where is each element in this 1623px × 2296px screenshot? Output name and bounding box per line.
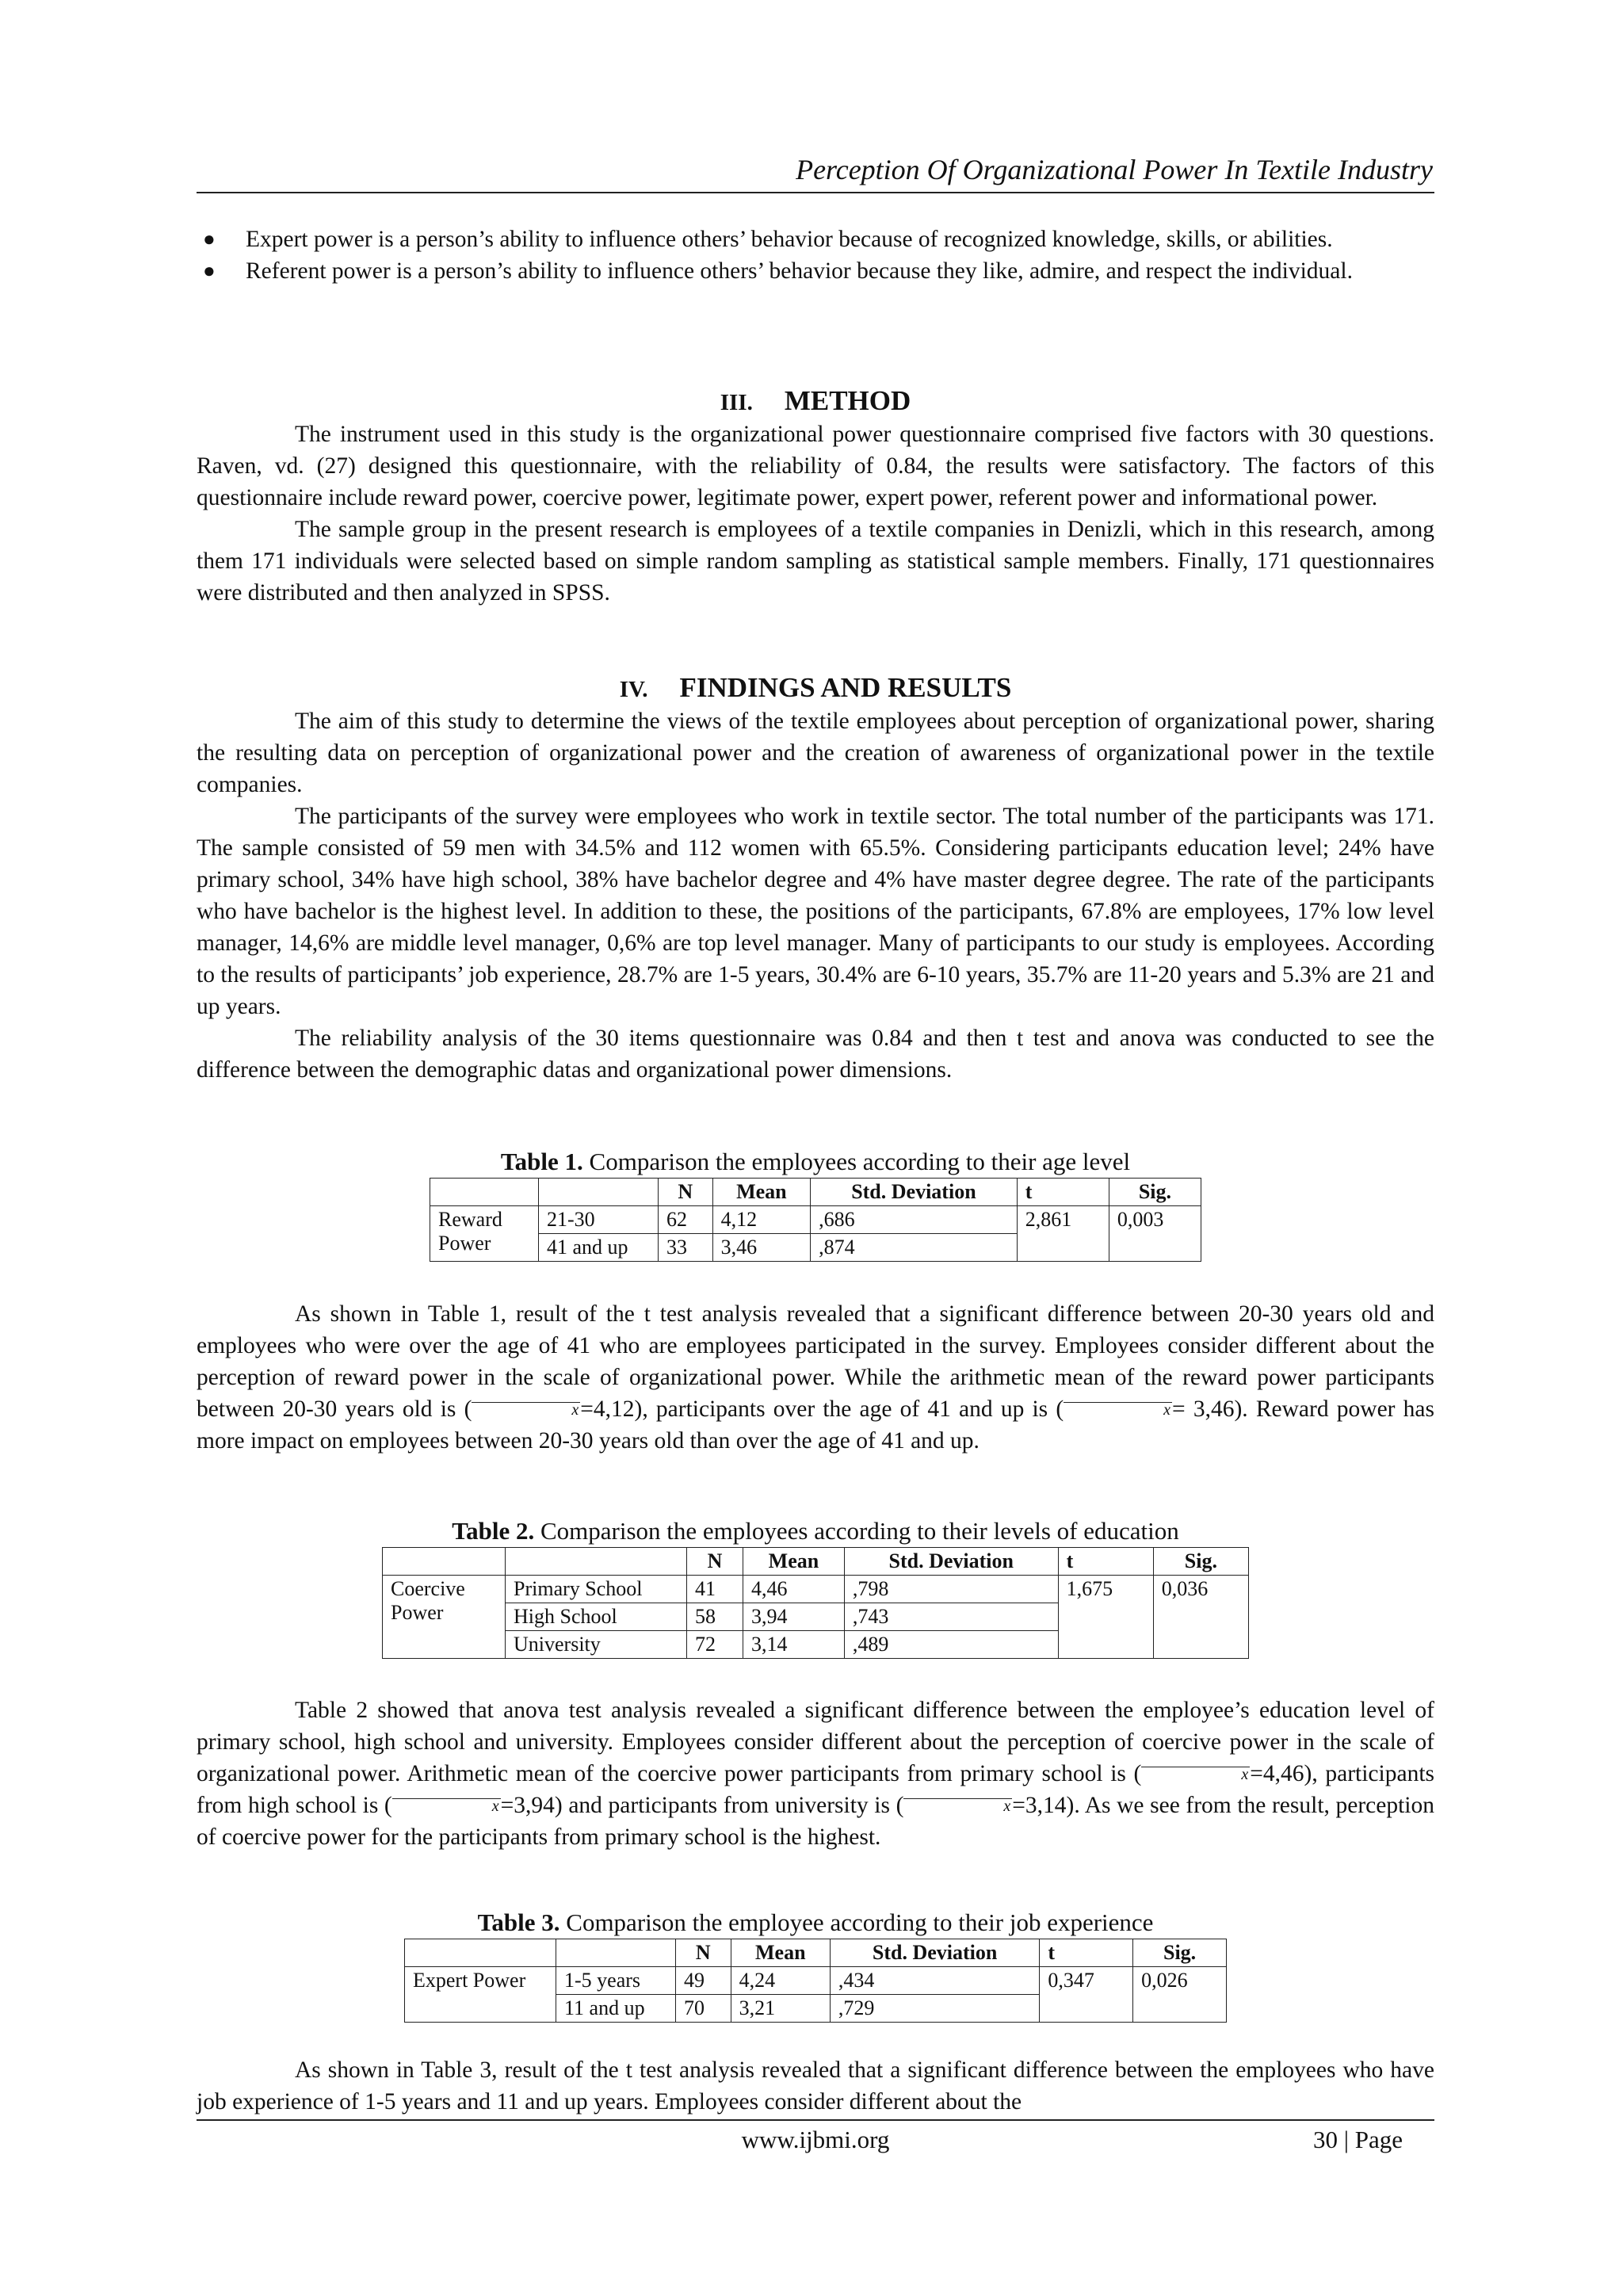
table-cell: 21-30 [539, 1206, 659, 1234]
text-run: Table 2 showed that anova test analysis revealed a significant difference between the employee’s education level of primary school, high school and university. Employees consider different about the perception of coercive power in the scale of organizational power. Arithmetic mean of the coercive power participants from primary school is ( [197, 1698, 1434, 1786]
table-cell: 1-5 years [556, 1967, 676, 1995]
table-cell: 0,003 [1109, 1206, 1201, 1262]
text-run: = 3,46). [1172, 1396, 1248, 1422]
table-cell: ,686 [811, 1206, 1018, 1234]
table-cell: 62 [659, 1206, 713, 1234]
table-cell: ,434 [830, 1967, 1039, 1995]
section-method [197, 385, 1434, 609]
table-cell: 1,675 [1058, 1576, 1153, 1659]
table1-discussion [197, 1298, 1434, 1457]
table-header-cell [506, 1548, 687, 1576]
paragraph: The instrument used in this study is the organizational power questionnaire comprised five factors with 30 questions. Raven, vd. (27) designed this questionnaire, with the reliability of 0.84, the results were satisfactory. The factors of this questionnaire include reward power, coercive power, legitimate power, expert power, referent power and informational power. [197, 422, 1434, 510]
table-cell: 4,12 [712, 1206, 810, 1234]
table-cell: 2,861 [1017, 1206, 1109, 1262]
table-header-cell [539, 1179, 659, 1206]
table-label: Table 2. [452, 1517, 535, 1545]
table-cell: 3,46 [712, 1234, 810, 1262]
footer-rule [197, 2119, 1434, 2121]
list-item [197, 223, 1434, 255]
section-heading [197, 672, 1434, 705]
paragraph: The reliability analysis of the 30 items questionnaire was 0.84 and then t test and anova was conducted to see the difference between the demographic datas and organizational power dimensions. [197, 1026, 1434, 1083]
table-header-row [383, 1548, 1249, 1576]
table-cell: 0,347 [1040, 1967, 1133, 2023]
table2-discussion [197, 1694, 1434, 1853]
table3-block [197, 1907, 1434, 2023]
table-header-cell: N [687, 1548, 743, 1576]
text-run: As we see from the result, perception of coercive power for the participants from primary school is the highest. [197, 1793, 1434, 1850]
table-cell: 33 [659, 1234, 713, 1262]
paragraph: As shown in Table 3, result of the t test analysis revealed that a significant difference between the employees who have job experience of 1-5 years and 11 and up years. Employees consider different about the [197, 2057, 1434, 2115]
table-header-cell: t [1058, 1548, 1153, 1576]
table-header-row [405, 1939, 1227, 1967]
table1-block [197, 1146, 1434, 1262]
data-table [430, 1178, 1201, 1262]
table-cell: Coercive Power [383, 1576, 506, 1659]
table-row [430, 1206, 1201, 1234]
mean-symbol: x [392, 1798, 501, 1813]
section-number: III. [720, 390, 753, 415]
table-header-cell: N [659, 1179, 713, 1206]
table-header-cell: t [1017, 1179, 1109, 1206]
paragraph: The sample group in the present research is employees of a textile companies in Denizli, which in this research, among them 171 individuals were selected based on simple random sampling as statistical sample members. Finally, 171 questionnaires were distributed and then analyzed in SPSS. [197, 517, 1434, 606]
table-header-cell: Std. Deviation [830, 1939, 1039, 1967]
text-run: =4,12), [580, 1396, 648, 1422]
section-number: IV. [619, 677, 648, 702]
bullet-list [197, 223, 1434, 287]
bullet-list-block [197, 223, 1434, 287]
table-header-cell: Mean [743, 1548, 845, 1576]
table-header-cell: Sig. [1133, 1939, 1227, 1967]
table-cell: 4,46 [743, 1576, 845, 1603]
table-cell: Reward Power [430, 1206, 539, 1262]
table-header-row [430, 1179, 1201, 1206]
table-cell: High School [506, 1603, 687, 1631]
table-cell: 41 and up [539, 1234, 659, 1262]
table-cell: 49 [676, 1967, 731, 1995]
table-cell: 0,036 [1153, 1576, 1248, 1659]
table-caption [197, 1907, 1434, 1939]
mean-symbol: x [472, 1402, 580, 1417]
table-header-cell: Mean [731, 1939, 830, 1967]
table-cell: 11 and up [556, 1995, 676, 2023]
table-header-cell [556, 1939, 676, 1967]
table-header-cell [405, 1939, 556, 1967]
table-caption-text: Comparison the employees according to their age level [589, 1148, 1131, 1175]
table-caption [197, 1515, 1434, 1547]
table-header-cell: Mean [712, 1179, 810, 1206]
paragraph: The participants of the survey were employees who work in textile sector. The total number of the participants was 171. The sample consisted of 59 men with 34.5% and 112 women with 65.5%. Considering participants education level; 24% have primary school, 34% have high school, 38% have bachelor degree and 4% have master degree degree. The rate of the participants who have bachelor is the highest level. In addition to these, the positions of the participants, 67.8% are employees, 17% low level manager, 14,6% are middle level manager, 0,6% are top level manager. Many of participants to our study is employees. According to the results of participants’ job experience, 28.7% are 1-5 years, 30.4% are 6-10 years, 35.7% are 11-20 years and 5.3% are 21 and up years. [197, 804, 1434, 1019]
list-item [197, 255, 1434, 287]
table-cell: Expert Power [405, 1967, 556, 2023]
table-cell: 41 [687, 1576, 743, 1603]
text-run: Reward power has more impact on employees between 20-30 years old than over the age of 41 and up. [197, 1396, 1434, 1454]
table-cell: 4,24 [731, 1967, 830, 1995]
header-rule [197, 192, 1434, 193]
mean-symbol: x [1064, 1402, 1172, 1417]
table-cell: 58 [687, 1603, 743, 1631]
table-cell: ,489 [844, 1631, 1058, 1659]
table-cell: 3,14 [743, 1631, 845, 1659]
table-caption [197, 1146, 1434, 1178]
mean-symbol: x [1141, 1767, 1250, 1782]
table-row [383, 1576, 1249, 1603]
table-caption-text: Comparison the employee according to their job experience [566, 1908, 1154, 1936]
bullet-icon: ● [203, 259, 216, 282]
bullet-text: Referent power is a person’s ability to influence others’ behavior because they like, admire, and respect the individual. [246, 258, 1353, 284]
section-heading [197, 385, 1434, 418]
table-header-cell: Std. Deviation [811, 1179, 1018, 1206]
text-run: participants from high school is ( [197, 1761, 1434, 1818]
table-header-cell: Std. Deviation [844, 1548, 1058, 1576]
text-run: and participants from university is ( [562, 1793, 904, 1818]
table-header-cell [430, 1179, 539, 1206]
data-table [404, 1939, 1227, 2023]
table-cell: ,874 [811, 1234, 1018, 1262]
text-run: =3,14). [1012, 1793, 1080, 1818]
section-findings [197, 672, 1434, 1086]
table-cell: University [506, 1631, 687, 1659]
footer-site: www.ijbmi.org [741, 2126, 890, 2153]
data-table [382, 1547, 1249, 1659]
table-cell: 72 [687, 1631, 743, 1659]
section-title: FINDINGS AND RESULTS [679, 672, 1012, 703]
text-run: =3,94) [500, 1793, 563, 1818]
table2-block [197, 1515, 1434, 1659]
table-cell: ,798 [844, 1576, 1058, 1603]
bullet-icon: ● [203, 227, 216, 250]
table-header-cell [383, 1548, 506, 1576]
table-header-cell: Sig. [1109, 1179, 1201, 1206]
table-cell: 3,21 [731, 1995, 830, 2023]
table-cell: 0,026 [1133, 1967, 1227, 2023]
table-row [405, 1967, 1227, 1995]
table-label: Table 3. [477, 1908, 560, 1936]
table-caption-text: Comparison the employees according to their levels of education [540, 1517, 1179, 1545]
table-cell: 3,94 [743, 1603, 845, 1631]
mean-symbol: x [903, 1798, 1012, 1813]
text-run: participants over the age of 41 and up is ( [647, 1396, 1064, 1422]
table3-discussion [197, 2054, 1434, 2118]
section-title: METHOD [784, 385, 911, 416]
paragraph: The aim of this study to determine the views of the textile employees about perception of organizational power, sharing the resulting data on perception of organizational power and the creation of awareness of organizational power in the textile companies. [197, 709, 1434, 797]
text-run: As shown in Table 1, result of the t test analysis revealed that a significant difference between 20-30 years old and employees who were over the age of 41 who are employees participated in the survey. Employees consider different about the perception of reward power in the scale of organizational power. While the arithmetic mean of the reward power participants between 20-30 years old is ( [197, 1301, 1434, 1422]
table-cell: Primary School [506, 1576, 687, 1603]
table-header-cell: Sig. [1153, 1548, 1248, 1576]
table-cell: 70 [676, 1995, 731, 2023]
table-cell: ,743 [844, 1603, 1058, 1631]
table-cell: ,729 [830, 1995, 1039, 2023]
running-header: Perception Of Organizational Power In Textile Industry [796, 154, 1433, 185]
paragraph [197, 1694, 1434, 1853]
page-number: 30 | Page [1313, 2126, 1403, 2153]
text-run: =4,46), [1250, 1761, 1318, 1786]
bullet-text: Expert power is a person’s ability to influence others’ behavior because of recognized knowledge, skills, or abilities. [246, 227, 1333, 252]
table-header-cell: t [1040, 1939, 1133, 1967]
paragraph [197, 1298, 1434, 1457]
table-label: Table 1. [500, 1148, 583, 1175]
table-header-cell: N [676, 1939, 731, 1967]
